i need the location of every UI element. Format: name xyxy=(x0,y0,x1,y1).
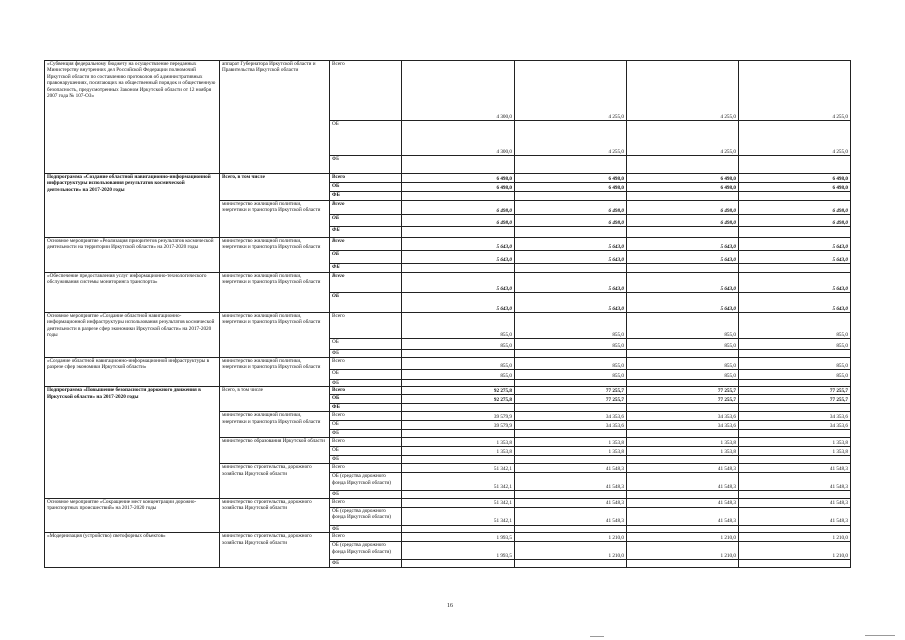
amount-cell: 6 498,0 xyxy=(402,215,515,227)
amount-cell xyxy=(515,156,627,174)
funding-source-cell: ОБ (средства дорожного фонда Иркутской области) xyxy=(330,473,402,491)
amount-cell xyxy=(402,380,515,387)
executor-cell: министерство строительства, дорожного хозяйства Иркутской области xyxy=(220,533,330,567)
amount-cell: 51 342,1 xyxy=(402,473,515,491)
amount-cell xyxy=(627,456,739,464)
funding-source-cell: Всего xyxy=(330,61,402,121)
funding-source-cell: ФБ xyxy=(330,192,402,201)
funding-source-cell: ОБ xyxy=(330,370,402,380)
amount-cell: 855,0 xyxy=(739,358,851,370)
amount-cell: 4 300,0 xyxy=(402,61,515,121)
amount-cell xyxy=(402,227,515,238)
amount-cell: 41 548,3 xyxy=(739,473,851,491)
amount-cell xyxy=(627,264,739,273)
funding-source-cell: ФБ xyxy=(330,227,402,238)
funding-source-cell: ФБ xyxy=(330,456,402,464)
funding-source-cell: ОБ xyxy=(330,293,402,313)
amount-cell: 39 579,9 xyxy=(402,412,515,421)
funding-source-cell: Всего xyxy=(330,201,402,215)
amount-cell: 6 498,0 xyxy=(627,201,739,215)
amount-cell: 34 353,6 xyxy=(515,421,627,430)
funding-source-cell: Всего xyxy=(330,533,402,542)
amount-cell: 77 255,7 xyxy=(515,387,627,395)
executor-cell: министерство жилищной политики, энергетики и транспорта Иркутской области xyxy=(220,273,330,313)
funding-source-cell: ФБ xyxy=(330,380,402,387)
executor-cell: министерство образования Иркутской области xyxy=(220,438,330,464)
amount-cell xyxy=(515,525,627,532)
table-row xyxy=(45,533,851,542)
amount-cell: 34 353,6 xyxy=(739,421,851,430)
funding-source-cell: ФБ xyxy=(330,404,402,412)
amount-cell: 77 255,7 xyxy=(627,387,739,395)
amount-cell: 5 643,0 xyxy=(402,238,515,251)
funding-source-cell: ОБ (средства дорожного фонда Иркутской области) xyxy=(330,507,402,525)
amount-cell: 5 643,0 xyxy=(402,293,515,313)
funding-source-cell: ОБ xyxy=(330,421,402,430)
executor-cell: министерство жилищной политики, энергетики и транспорта Иркутской области xyxy=(220,238,330,273)
table-row xyxy=(45,238,851,251)
amount-cell xyxy=(739,525,851,532)
amount-cell: 1 353,8 xyxy=(515,447,627,456)
budget-table xyxy=(44,60,851,568)
amount-cell xyxy=(627,156,739,174)
amount-cell xyxy=(402,456,515,464)
funding-source-cell: Всего xyxy=(330,174,402,183)
activity-name-cell: «Субвенция федеральному бюджету на осуществление переданных Министерству внутренних дел Российской Федерации полномочий Иркутской области по составлению протоколов об административных правонарушениях, посягающих на общественный порядок и общественную безопасность, предусмотренных Законом Иркутской области от 12 ноября 2007 года № 107-ОЗ» xyxy=(45,61,220,174)
funding-source-cell: ОБ xyxy=(330,183,402,192)
amount-cell: 855,0 xyxy=(402,313,515,339)
amount-cell: 41 548,3 xyxy=(515,473,627,491)
amount-cell: 41 548,3 xyxy=(627,507,739,525)
amount-cell: 855,0 xyxy=(739,313,851,339)
table-row xyxy=(45,273,851,293)
activity-name-cell: «Обеспечение предоставления услуг информационно-технологического обслуживания системы мониторинга транспорта» xyxy=(45,273,220,313)
amount-cell: 41 548,3 xyxy=(515,507,627,525)
amount-cell: 41 548,3 xyxy=(627,473,739,491)
amount-cell: 5 643,0 xyxy=(739,251,851,264)
amount-cell xyxy=(627,227,739,238)
funding-source-cell: Всего xyxy=(330,358,402,370)
amount-cell: 855,0 xyxy=(627,370,739,380)
activity-name-cell: «Создание областной навигационно-информационной инфраструктуры в разрезе сфер экономики Иркутской области» xyxy=(45,358,220,387)
amount-cell: 6 498,0 xyxy=(515,183,627,192)
funding-source-cell: ОБ xyxy=(330,447,402,456)
amount-cell xyxy=(627,560,739,567)
amount-cell: 1 210,0 xyxy=(627,533,739,542)
amount-cell: 5 643,0 xyxy=(627,293,739,313)
amount-cell: 6 498,0 xyxy=(515,201,627,215)
amount-cell xyxy=(515,404,627,412)
amount-cell: 6 498,0 xyxy=(627,183,739,192)
amount-cell xyxy=(739,491,851,498)
amount-cell: 41 548,3 xyxy=(515,464,627,473)
funding-source-cell: ОБ (средства дорожного фонда Иркутской области) xyxy=(330,542,402,560)
funding-source-cell: ОБ xyxy=(330,395,402,404)
amount-cell: 1 353,8 xyxy=(515,438,627,447)
executor-cell: министерство жилищной политики, энергетики и транспорта Иркутской области xyxy=(220,412,330,438)
table-row xyxy=(45,387,851,395)
amount-cell: 1 353,8 xyxy=(739,438,851,447)
executor-cell: министерство жилищной политики, энергетики и транспорта Иркутской области xyxy=(220,313,330,358)
amount-cell: 6 498,0 xyxy=(627,215,739,227)
executor-cell: министерство строительства, дорожного хозяйства Иркутской области xyxy=(220,498,330,532)
amount-cell xyxy=(515,430,627,438)
amount-cell: 51 342,1 xyxy=(402,464,515,473)
executor-cell: Всего, в том числе xyxy=(220,174,330,201)
amount-cell: 34 353,6 xyxy=(739,412,851,421)
amount-cell: 39 579,9 xyxy=(402,421,515,430)
amount-cell: 6 498,0 xyxy=(739,183,851,192)
amount-cell xyxy=(402,525,515,532)
table-row xyxy=(45,61,851,121)
amount-cell xyxy=(739,380,851,387)
funding-source-cell: ОБ xyxy=(330,251,402,264)
amount-cell: 855,0 xyxy=(402,358,515,370)
amount-cell: 77 255,7 xyxy=(515,395,627,404)
executor-cell: Всего, в том числе xyxy=(220,387,330,412)
amount-cell: 855,0 xyxy=(627,313,739,339)
amount-cell: 1 210,0 xyxy=(739,533,851,542)
amount-cell: 6 498,0 xyxy=(627,174,739,183)
amount-cell: 855,0 xyxy=(515,370,627,380)
amount-cell: 1 353,8 xyxy=(402,447,515,456)
executor-cell: аппарат Губернатора Иркутской области и Правительства Иркутской области xyxy=(220,61,330,174)
amount-cell xyxy=(515,192,627,201)
amount-cell xyxy=(739,264,851,273)
amount-cell xyxy=(402,156,515,174)
amount-cell: 1 210,0 xyxy=(515,533,627,542)
amount-cell xyxy=(515,560,627,567)
activity-name-cell: Подпрограмма «Создание областной навигационно-информационной инфраструктуры использования результатов космической деятельности» на 2017-2020 годы xyxy=(45,174,220,238)
activity-name-cell: Основное мероприятие «Реализация приоритетов результатов космической деятельности на территории Иркутской области» на 2017-2020 годы xyxy=(45,238,220,273)
amount-cell: 855,0 xyxy=(515,339,627,350)
amount-cell xyxy=(739,350,851,358)
amount-cell: 5 643,0 xyxy=(515,251,627,264)
funding-source-cell: Всего xyxy=(330,313,402,339)
amount-cell: 855,0 xyxy=(739,339,851,350)
activity-name-cell: Основное мероприятие «Создание областной навигационно-информационной инфраструктуры использования результатов космической деятельности в разрезе сфер экономики Иркутской области» на 2017-2020 годы xyxy=(45,313,220,358)
executor-cell: министерство строительства, дорожного хозяйства Иркутской области xyxy=(220,464,330,498)
amount-cell: 34 353,6 xyxy=(627,412,739,421)
activity-name-cell: Подпрограмма «Повышение безопасности дорожного движения в Иркутской области» на 2017-2020 годы xyxy=(45,387,220,498)
amount-cell xyxy=(402,560,515,567)
funding-source-cell: ФБ xyxy=(330,491,402,498)
amount-cell: 6 498,0 xyxy=(402,174,515,183)
amount-cell: 1 210,0 xyxy=(627,542,739,560)
amount-cell: 6 498,0 xyxy=(402,201,515,215)
amount-cell: 4 300,0 xyxy=(402,121,515,156)
amount-cell: 5 643,0 xyxy=(627,251,739,264)
funding-source-cell: ФБ xyxy=(330,350,402,358)
amount-cell: 5 643,0 xyxy=(627,238,739,251)
amount-cell: 5 643,0 xyxy=(515,293,627,313)
funding-source-cell: Всего xyxy=(330,438,402,447)
table-row xyxy=(45,313,851,339)
amount-cell: 4 255,0 xyxy=(739,61,851,121)
funding-source-cell: ОБ xyxy=(330,215,402,227)
amount-cell: 5 643,0 xyxy=(515,273,627,293)
amount-cell xyxy=(627,192,739,201)
amount-cell: 92 275,8 xyxy=(402,387,515,395)
amount-cell: 5 643,0 xyxy=(402,251,515,264)
amount-cell: 77 255,7 xyxy=(627,395,739,404)
amount-cell: 6 498,0 xyxy=(515,215,627,227)
funding-source-cell: ФБ xyxy=(330,430,402,438)
amount-cell: 1 210,0 xyxy=(739,542,851,560)
funding-source-cell: ФБ xyxy=(330,560,402,567)
amount-cell xyxy=(515,380,627,387)
amount-cell: 5 643,0 xyxy=(627,273,739,293)
activity-name-cell: «Модернизация (устройство) светофорных объектов» xyxy=(45,533,220,567)
amount-cell xyxy=(739,404,851,412)
amount-cell: 6 498,0 xyxy=(739,201,851,215)
amount-cell xyxy=(402,404,515,412)
amount-cell xyxy=(515,350,627,358)
funding-source-cell: Всего xyxy=(330,412,402,421)
amount-cell: 1 210,0 xyxy=(515,542,627,560)
amount-cell xyxy=(515,491,627,498)
amount-cell: 77 255,7 xyxy=(739,395,851,404)
amount-cell: 41 548,3 xyxy=(739,498,851,507)
amount-cell: 4 255,0 xyxy=(515,121,627,156)
amount-cell: 51 342,1 xyxy=(402,498,515,507)
amount-cell xyxy=(627,350,739,358)
amount-cell: 5 643,0 xyxy=(739,293,851,313)
amount-cell: 1 353,8 xyxy=(739,447,851,456)
amount-cell xyxy=(627,404,739,412)
amount-cell: 1 353,8 xyxy=(627,438,739,447)
amount-cell: 6 498,0 xyxy=(402,183,515,192)
amount-cell: 41 548,3 xyxy=(515,498,627,507)
amount-cell: 92 275,8 xyxy=(402,395,515,404)
amount-cell: 77 255,7 xyxy=(739,387,851,395)
table-row xyxy=(45,358,851,370)
amount-cell: 51 342,1 xyxy=(402,507,515,525)
amount-cell xyxy=(515,227,627,238)
amount-cell xyxy=(515,264,627,273)
amount-cell xyxy=(739,227,851,238)
amount-cell: 5 643,0 xyxy=(402,273,515,293)
activity-name-cell: Основное мероприятие «Сокращение мест концентрации дорожно-транспортных происшествий» на 2017-2020 годы xyxy=(45,498,220,532)
table-row xyxy=(45,498,851,507)
amount-cell: 855,0 xyxy=(515,313,627,339)
amount-cell: 1 993,5 xyxy=(402,542,515,560)
amount-cell: 855,0 xyxy=(627,339,739,350)
amount-cell: 4 255,0 xyxy=(627,61,739,121)
scan-mark xyxy=(865,635,895,636)
funding-source-cell: Всего xyxy=(330,273,402,293)
amount-cell: 6 498,0 xyxy=(515,174,627,183)
amount-cell xyxy=(627,430,739,438)
amount-cell xyxy=(739,430,851,438)
amount-cell: 855,0 xyxy=(402,370,515,380)
amount-cell xyxy=(739,456,851,464)
amount-cell xyxy=(402,350,515,358)
executor-cell: министерство жилищной политики, энергетики и транспорта Иркутской области xyxy=(220,358,330,387)
amount-cell: 41 548,3 xyxy=(627,464,739,473)
amount-cell xyxy=(402,491,515,498)
funding-source-cell: ОБ xyxy=(330,339,402,350)
amount-cell xyxy=(739,156,851,174)
page-number: 16 xyxy=(447,603,453,609)
amount-cell: 41 548,3 xyxy=(739,507,851,525)
amount-cell: 41 548,3 xyxy=(627,498,739,507)
amount-cell: 41 548,3 xyxy=(739,464,851,473)
amount-cell xyxy=(627,525,739,532)
amount-cell: 34 353,6 xyxy=(627,421,739,430)
amount-cell: 4 255,0 xyxy=(739,121,851,156)
amount-cell: 1 353,8 xyxy=(402,438,515,447)
amount-cell xyxy=(627,380,739,387)
funding-source-cell: ОБ xyxy=(330,121,402,156)
amount-cell: 5 643,0 xyxy=(739,238,851,251)
amount-cell xyxy=(402,264,515,273)
funding-source-cell: Всего xyxy=(330,387,402,395)
scan-mark xyxy=(590,636,604,637)
executor-cell: министерство жилищной политики, энергетики и транспорта Иркутской области xyxy=(220,201,330,238)
funding-source-cell: Всего xyxy=(330,498,402,507)
amount-cell xyxy=(402,192,515,201)
amount-cell: 5 643,0 xyxy=(739,273,851,293)
amount-cell xyxy=(739,192,851,201)
amount-cell: 855,0 xyxy=(627,358,739,370)
amount-cell xyxy=(515,456,627,464)
amount-cell: 855,0 xyxy=(402,339,515,350)
amount-cell: 1 993,5 xyxy=(402,533,515,542)
amount-cell: 34 353,6 xyxy=(515,412,627,421)
amount-cell: 5 643,0 xyxy=(515,238,627,251)
funding-source-cell: Всего xyxy=(330,464,402,473)
amount-cell xyxy=(739,560,851,567)
funding-source-cell: Всего xyxy=(330,238,402,251)
funding-source-cell: ФБ xyxy=(330,156,402,174)
amount-cell: 6 498,0 xyxy=(739,215,851,227)
amount-cell xyxy=(627,491,739,498)
amount-cell: 4 255,0 xyxy=(627,121,739,156)
funding-source-cell: ФБ xyxy=(330,525,402,532)
amount-cell: 4 255,0 xyxy=(515,61,627,121)
table-row xyxy=(45,174,851,183)
amount-cell: 6 498,0 xyxy=(739,174,851,183)
amount-cell xyxy=(402,430,515,438)
amount-cell: 1 353,8 xyxy=(627,447,739,456)
amount-cell: 855,0 xyxy=(739,370,851,380)
funding-source-cell: ФБ xyxy=(330,264,402,273)
amount-cell: 855,0 xyxy=(515,358,627,370)
